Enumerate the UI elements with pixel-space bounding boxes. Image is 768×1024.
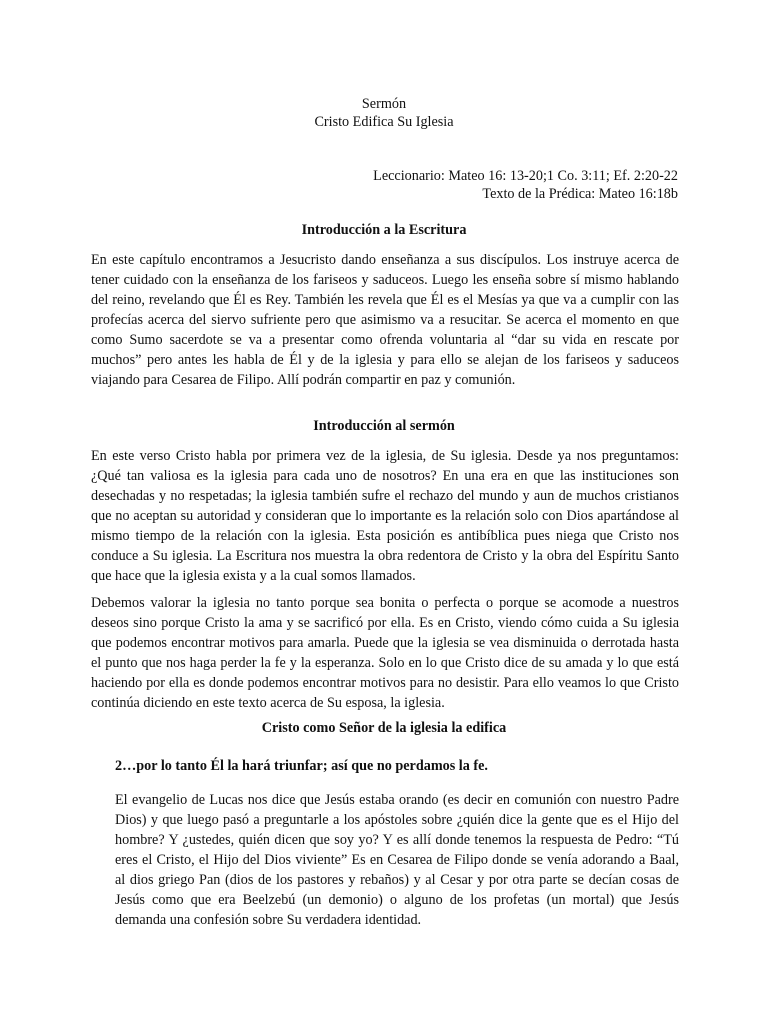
sermon-text-line: Texto de la Prédica: Mateo 16:18b [482,186,678,202]
christ-builds-paragraph: El evangelio de Lucas nos dice que Jesús estaba orando (es decir en comunión con nuestro Padre Dios) y que luego pasó a preguntarle a los apóstoles sobre ¿quién dice la gente que es el Hijo del hombre? Y ¿ustedes, quién dicen que soy yo? Y es allí donde tenemos la respuesta de Pedro: “Tú eres el Cristo, el Hijo del Dios viviente” Es en Cesarea de Filipo donde se venía adorando a Baal, al dios griego Pan (dios de los pastores y rebaños) y al Cesar y por otra parte se decían cosas de Jesús como que era Beelzebú (un demonio) o alguno de los profetas (un mortal) que Jesús demanda una confesión sobre Su verdadera identidad. [115,792,679,928]
section-heading-sermon-intro: Introducción al sermón [313,418,455,434]
sermon-point-2: 2…por lo tanto Él la hará triunfar; así que no perdamos la fe. [115,758,488,774]
sermon-intro-paragraph-2: Debemos valorar la iglesia no tanto porque sea bonita o perfecta o porque se acomode a nuestros deseos sino porque Cristo la ama y se sacrificó por ella. Es en Cristo, viendo cómo cuida a Su iglesia que podemos encontrar motivos para amarla. Puede que la iglesia se vea disminuida o derrotada hasta el punto que nos haga perder la fe y la esperanza. Solo en lo que Cristo dice de su amada y lo que está haciendo por ella es donde podemos encontrar motivos para no desistir. Para ello veamos lo que Cristo continúa diciendo en este texto acerca de Su esposa, la iglesia. [91,595,679,711]
sermon-intro-paragraph-1: En este verso Cristo habla por primera vez de la iglesia, de Su iglesia. Desde ya nos preguntamos: ¿Qué tan valiosa es la iglesia para cada uno de nosotros? En una era en que las instituciones son desechadas y no respetadas; la iglesia también sufre el rechazo del mundo y aun de muchos cristianos que no aceptan su autoridad y consideran que lo importante es la relación solo con Dios apartándose al mismo tiempo de la relación con la iglesia. Esta posición es antibíblica pues niega que Cristo nos conduce a Su iglesia. La Escritura nos muestra la obra redentora de Cristo y la obra del Espíritu Santo que hace que la iglesia exista y a la cual somos llamados. [91,448,679,584]
section-heading-christ-builds: Cristo como Señor de la iglesia la edifica [261,720,507,736]
scripture-intro-paragraph: En este capítulo encontramos a Jesucristo dando enseñanza a sus discípulos. Los instruye acerca de tener cuidado con la enseñanza de los fariseos y saduceos. Luego les enseña sobre sí mismo hablando del reino, revelando que Él es Rey. También les revela que Él es el Mesías ya que va a cumplir con las profecías acerca del siervo sufriente pero que asimismo va a resucitar. Se acerca el momento en que como Sumo sacerdote se va a presentar como ofrenda voluntaria al “dar su vida en rescate por muchos” pero antes les habla de Él y de la iglesia y para ello se alejan de los fariseos y saduceos viajando para Cesarea de Filipo. Allí podrán compartir en paz y comunión. [91,252,679,388]
document-title: Cristo Edifica Su Iglesia [314,114,454,130]
document-label: Sermón [361,96,407,112]
lectionary-line: Leccionario: Mateo 16: 13-20;1 Co. 3:11; Ef. 2:20-22 [373,168,678,184]
section-heading-scripture-intro: Introducción a la Escritura [301,222,467,238]
